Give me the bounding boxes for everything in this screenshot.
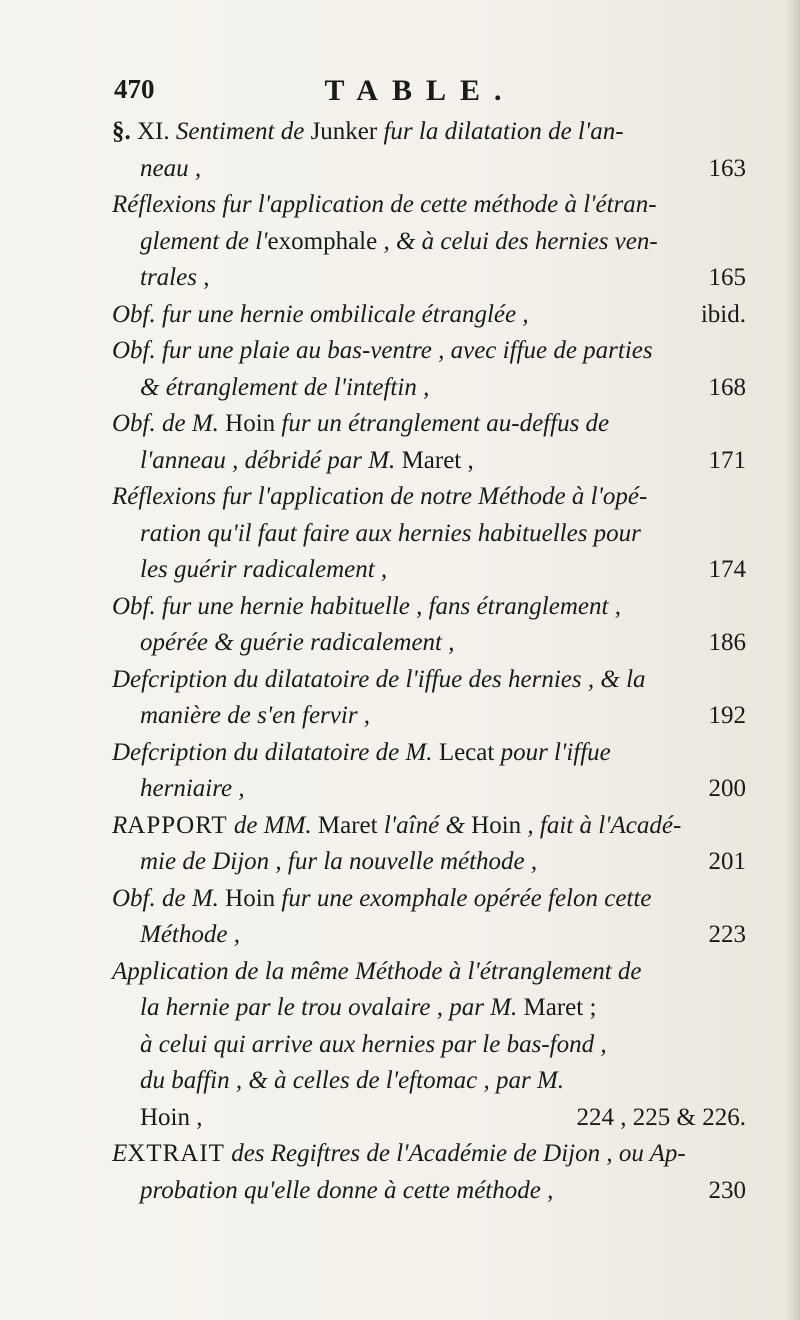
page-reference: 168 [708, 373, 746, 401]
entry-text: neau , [140, 154, 202, 182]
entry-text: pour l'iffue [494, 738, 611, 766]
toc-line [112, 187, 752, 224]
toc-line [112, 771, 752, 808]
toc-entry [112, 333, 752, 406]
entry-text: Obf. fur une plaie au bas-ventre , avec iffue de parties [112, 337, 653, 364]
page-reference: 223 [708, 921, 746, 948]
toc-line [112, 954, 752, 991]
entry-text: Réflexions fur l'application de notre Méthode à l'opé- [112, 483, 648, 510]
entry-text: Réflexions fur l'application de cette méthode à l'étran- [112, 191, 657, 218]
entry-text: Méthode , [140, 921, 240, 948]
running-title: TABLE. [324, 74, 516, 107]
toc-line [112, 479, 752, 516]
toc-line [112, 662, 752, 699]
table-of-contents [112, 114, 752, 1209]
entry-text: fur la dilatation de l'an- [377, 118, 624, 145]
author-name: Maret [317, 811, 378, 839]
toc-line [112, 1136, 752, 1173]
entry-text: manière de s'en fervir , [140, 702, 371, 729]
entry-smallcaps: XTRAIT [127, 1140, 225, 1167]
page-reference: 186 [708, 629, 746, 656]
entry-text: , [190, 1103, 203, 1131]
entry-text: trales , [140, 264, 210, 291]
entry-initial: R [112, 811, 128, 839]
author-name: Lecat [438, 738, 495, 766]
toc-line [112, 1027, 752, 1064]
page-reference: 200 [708, 775, 746, 802]
toc-line [112, 735, 752, 772]
toc-entry [112, 662, 752, 735]
entry-text: de MM. [227, 811, 318, 839]
entry-text: , [461, 446, 474, 474]
toc-entry [112, 479, 752, 589]
toc-line [112, 333, 752, 370]
entry-text: Application de la même Méthode à l'étranglement de [112, 957, 642, 985]
page-reference: 165 [708, 264, 746, 291]
entry-text: fur un étranglement au-deffus de [275, 410, 610, 437]
toc-line [112, 552, 752, 589]
toc-line [112, 443, 752, 480]
entry-text: opérée & guérie radicalement , [140, 629, 455, 656]
toc-line [112, 1063, 752, 1100]
author-name: Junker [310, 118, 378, 145]
toc-line [112, 260, 752, 297]
toc-entry [112, 881, 752, 954]
entry-text: & étranglement de l'inteftin , [140, 373, 430, 401]
toc-entry [112, 808, 752, 881]
toc-entry [112, 297, 752, 334]
author-name: Maret [401, 446, 462, 474]
page-spine-shadow [786, 0, 800, 1320]
toc-line [112, 625, 752, 662]
toc-line [112, 406, 752, 443]
entry-text: glement de l' [140, 227, 268, 255]
toc-line [112, 297, 752, 334]
entry-text: ration qu'il faut faire aux hernies habituelles pour [140, 519, 641, 547]
entry-smallcaps: APPORT [127, 811, 228, 839]
author-name: Hoin [225, 884, 276, 912]
entry-text: , fait à l'Acadé- [521, 811, 682, 839]
toc-line [112, 990, 752, 1027]
page-number: 470 [114, 74, 155, 104]
toc-line [112, 808, 752, 845]
toc-line [112, 370, 752, 407]
toc-entry [112, 589, 752, 662]
page-reference: 224 , 225 & 226. [576, 1103, 746, 1131]
toc-line [112, 698, 752, 735]
toc-line [112, 881, 752, 918]
toc-line [112, 844, 752, 881]
toc-line [112, 1173, 752, 1210]
author-name: Hoin [140, 1103, 190, 1131]
page-reference: 230 [708, 1176, 746, 1204]
toc-line [112, 589, 752, 626]
page-reference: 174 [708, 556, 746, 583]
entry-text: Obf. de M. [112, 884, 226, 912]
entry-text: Obf. fur une hernie ombilicale étranglée , [112, 300, 529, 328]
toc-line [112, 917, 752, 954]
entry-text: mie de Dijon , fur la nouvelle méthode , [140, 848, 538, 875]
page-reference: 163 [708, 154, 746, 182]
section-mark: §. [112, 118, 131, 145]
toc-line [112, 114, 752, 151]
entry-text: les guérir radicalement , [140, 556, 388, 583]
entry-text: des Regiftres de l'Académie de Dijon , ou Ap- [224, 1140, 686, 1167]
entry-text: Obf. fur une hernie habituelle , fans étranglement , [112, 592, 621, 620]
entry-text: l'anneau , débridé par M. [140, 446, 402, 474]
page-reference: ibid. [700, 300, 746, 328]
toc-entry [112, 114, 752, 187]
page-reference: 171 [708, 446, 746, 474]
toc-line [112, 516, 752, 553]
entry-text: probation qu'elle donne à cette méthode , [140, 1176, 554, 1204]
toc-entry [112, 406, 752, 479]
toc-line [112, 1100, 752, 1137]
toc-line [112, 151, 752, 188]
entry-text: Defcription du dilatatoire de M. [112, 738, 439, 766]
entry-text: à celui qui arrive aux hernies par le bas-fond , [140, 1030, 607, 1058]
author-name: Maret [523, 994, 584, 1021]
section-number: XI. [130, 118, 176, 145]
page-reference: 201 [708, 848, 746, 875]
entry-text: du baffin , & à celles de l'eftomac , par M. [140, 1067, 565, 1094]
entry-text: herniaire , [140, 775, 245, 802]
page-header [100, 74, 740, 114]
toc-entry [112, 187, 752, 297]
author-name: Hoin [471, 811, 522, 839]
entry-initial: E [112, 1140, 128, 1167]
page-reference: 192 [708, 702, 746, 729]
entry-text: fur une exomphale opérée felon cette [275, 884, 652, 912]
entry-text: la hernie par le trou ovalaire , par M. [140, 994, 524, 1021]
entry-text: , & à celui des hernies ven- [377, 227, 658, 255]
entry-text: Defcription du dilatatoire de l'iffue des hernies , & la [112, 665, 646, 693]
toc-entry [112, 1136, 752, 1209]
entry-text: Obf. de M. [112, 410, 226, 437]
entry-text: ; [583, 994, 597, 1021]
entry-text: l'aîné & [377, 811, 472, 839]
toc-line [112, 224, 752, 261]
toc-entry [112, 735, 752, 808]
toc-entry [112, 954, 752, 1137]
term-upright: exomphale [267, 227, 378, 255]
entry-text: Sentiment de [175, 118, 311, 145]
author-name: Hoin [225, 410, 276, 437]
